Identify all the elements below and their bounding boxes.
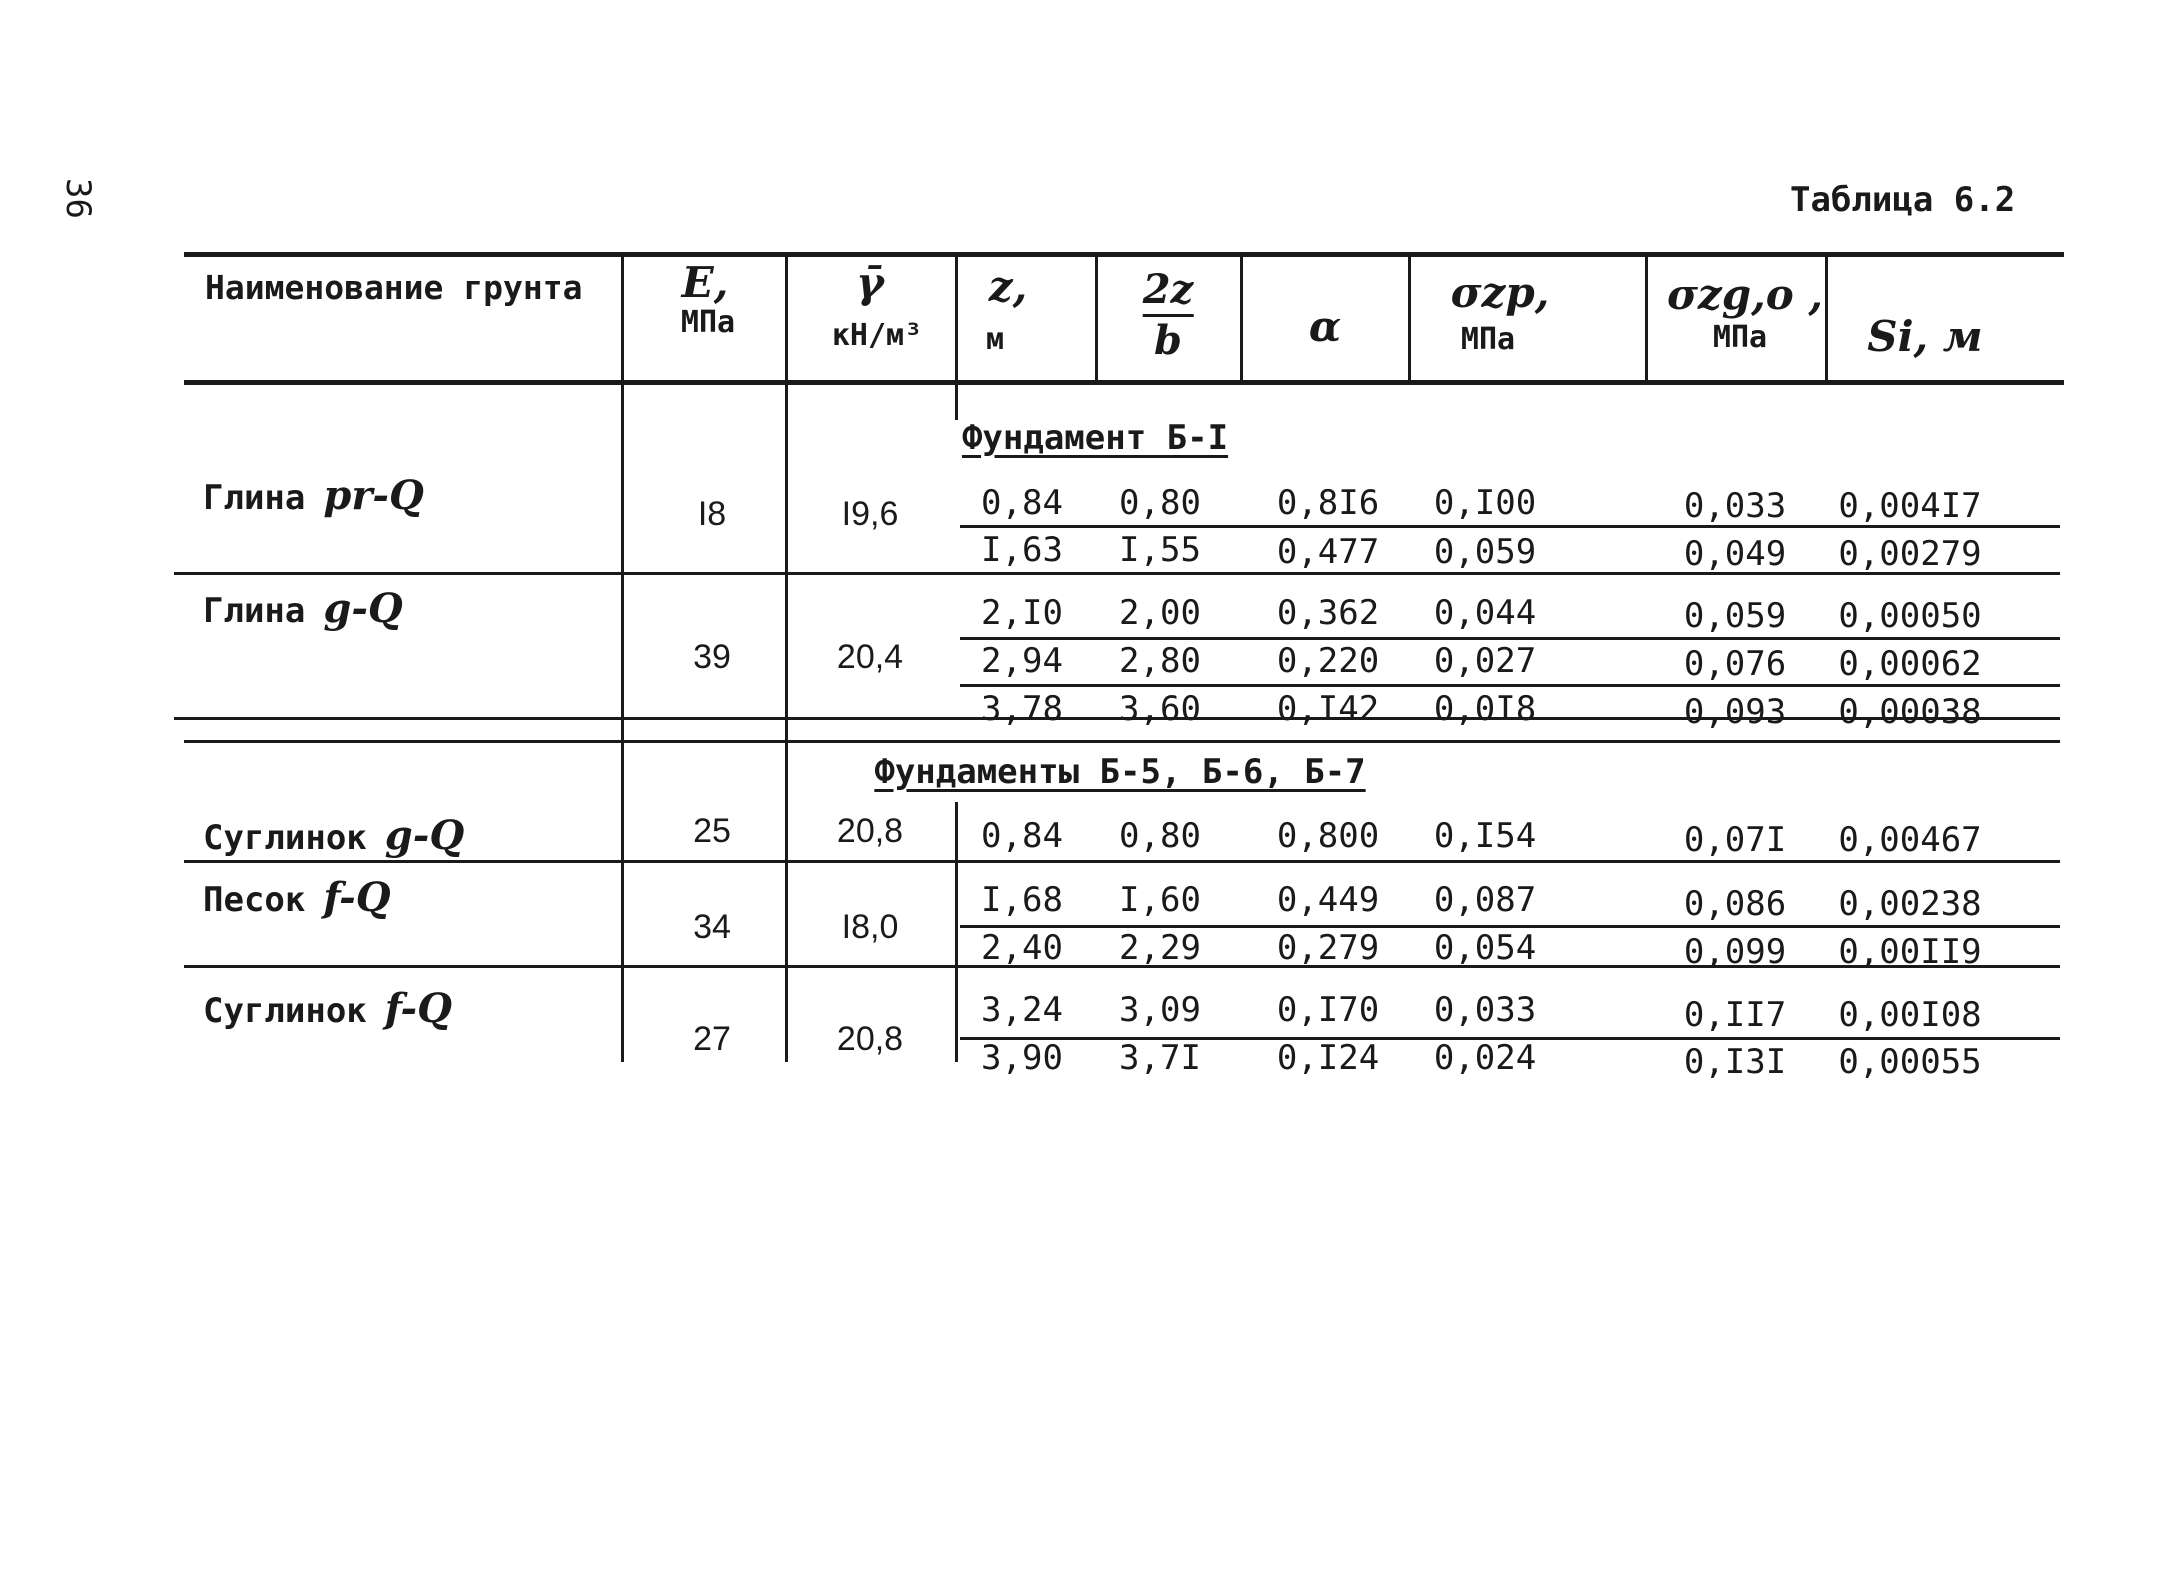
cell-si: 0,00467: [1838, 820, 1982, 860]
cell-sigma-zp: 0,059: [1433, 532, 1537, 572]
soil-gamma-value: 20,4: [836, 638, 904, 676]
soil-e-value: 34: [693, 908, 731, 946]
cell-ratio: 3,09: [1119, 990, 1201, 1030]
header-si-symbol: Si, м: [1867, 312, 1983, 361]
header-z-symbol: z,: [988, 262, 1028, 311]
soil-gamma-value: 20,8: [836, 1020, 904, 1058]
cell-sigma-zp: 0,027: [1433, 641, 1537, 681]
cell-sigma-zg0: 0,076: [1683, 644, 1787, 684]
cell-sigma-zg0: 0,086: [1683, 884, 1787, 924]
header-gamma-unit: кН/м³: [831, 318, 923, 353]
cell-alpha: 0,I42: [1276, 689, 1380, 729]
table-caption: Таблица 6.2: [1790, 180, 2016, 220]
cell-ratio: 2,00: [1119, 593, 1201, 633]
cell-sigma-zg0: 0,049: [1683, 534, 1787, 574]
table-top-rule: [184, 252, 2064, 257]
cell-alpha: 0,I24: [1276, 1038, 1380, 1078]
header-sigma-zp-symbol: σzp,: [1450, 268, 1550, 317]
cell-si: 0,004I7: [1838, 486, 1982, 526]
row-rule: [960, 637, 2060, 640]
cell-z: 2,I0: [981, 593, 1063, 633]
cell-si: 0,00II9: [1838, 932, 1982, 972]
cell-sigma-zg0: 0,093: [1683, 692, 1787, 732]
cell-si: 0,00279: [1838, 534, 1982, 574]
cell-sigma-zg0: 0,099: [1683, 932, 1787, 972]
soil-e-value: 25: [693, 812, 731, 850]
soil-name: Глина pr-Q: [203, 472, 424, 519]
cell-si: 0,00050: [1838, 596, 1982, 636]
cell-alpha: 0,8I6: [1276, 483, 1380, 523]
col-rule: [955, 802, 958, 1062]
soil-index: f-Q: [384, 985, 452, 1032]
header-z-unit: м: [985, 322, 1005, 357]
group-rule: [184, 860, 2060, 863]
col-rule: [955, 380, 958, 420]
soil-e-value: 27: [693, 1020, 731, 1058]
header-ratio-fraction: [1143, 268, 1194, 363]
cell-sigma-zg0: 0,07I: [1683, 820, 1787, 860]
cell-sigma-zp: 0,044: [1433, 593, 1537, 633]
cell-z: 2,94: [981, 641, 1063, 681]
col-rule: [1240, 252, 1243, 382]
cell-si: 0,00055: [1838, 1042, 1982, 1082]
header-ratio-numerator: 2z: [1142, 266, 1194, 313]
soil-index: g-Q: [323, 585, 403, 632]
page-number: 36: [58, 178, 98, 219]
header-sigma-zg0-unit: МПа: [1712, 320, 1768, 355]
cell-ratio: I,55: [1119, 530, 1201, 570]
soil-gamma-value: 20,8: [836, 812, 904, 850]
soil-name: Суглинок g-Q: [203, 812, 465, 859]
cell-ratio: 0,80: [1119, 483, 1201, 523]
soil-name: Глина g-Q: [203, 585, 403, 632]
col-rule: [1095, 252, 1098, 382]
cell-alpha: 0,449: [1276, 880, 1380, 920]
header-e-unit: МПа: [680, 305, 736, 340]
col-rule: [1825, 252, 1828, 382]
cell-sigma-zp: 0,I54: [1433, 816, 1537, 856]
soil-index: g-Q: [384, 812, 465, 859]
cell-sigma-zg0: 0,I3I: [1683, 1042, 1787, 1082]
cell-sigma-zp: 0,087: [1433, 880, 1537, 920]
cell-alpha: 0,I70: [1276, 990, 1380, 1030]
col-rule: [1645, 252, 1648, 382]
cell-si: 0,00238: [1838, 884, 1982, 924]
cell-sigma-zp: 0,0I8: [1433, 689, 1537, 729]
cell-ratio: 2,29: [1119, 928, 1201, 968]
cell-sigma-zg0: 0,059: [1683, 596, 1787, 636]
cell-sigma-zp: 0,033: [1433, 990, 1537, 1030]
cell-sigma-zp: 0,I00: [1433, 483, 1537, 523]
header-gamma-symbol: γ̄: [856, 258, 884, 307]
cell-ratio: 0,80: [1119, 816, 1201, 856]
soil-e-value: 39: [693, 638, 731, 676]
cell-alpha: 0,220: [1276, 641, 1380, 681]
cell-z: I,63: [981, 530, 1063, 570]
header-sigma-zg0-symbol: σzg,o ,: [1666, 270, 1824, 319]
cell-z: 0,84: [981, 816, 1063, 856]
soil-gamma-value: I9,6: [841, 495, 899, 533]
group-rule: [184, 740, 2060, 743]
cell-alpha: 0,800: [1276, 816, 1380, 856]
section-title-foundations-b5-b7: Фундаменты Б-5, Б-6, Б-7: [874, 752, 1366, 792]
section-title-foundation-b1: Фундамент Б-I: [961, 418, 1229, 458]
cell-si: 0,00I08: [1838, 995, 1982, 1035]
cell-z: 0,84: [981, 483, 1063, 523]
cell-ratio: I,60: [1119, 880, 1201, 920]
cell-ratio: 3,7I: [1119, 1038, 1201, 1078]
cell-z: 2,40: [981, 928, 1063, 968]
cell-alpha: 0,477: [1276, 532, 1380, 572]
col-rule: [1408, 252, 1411, 382]
cell-alpha: 0,362: [1276, 593, 1380, 633]
header-alpha-symbol: α: [1308, 302, 1342, 351]
cell-sigma-zg0: 0,033: [1683, 486, 1787, 526]
cell-z: I,68: [981, 880, 1063, 920]
cell-z: 3,24: [981, 990, 1063, 1030]
cell-si: 0,00062: [1838, 644, 1982, 684]
cell-ratio: 2,80: [1119, 641, 1201, 681]
soil-index: pr-Q: [323, 472, 424, 519]
cell-z: 3,90: [981, 1038, 1063, 1078]
cell-sigma-zp: 0,054: [1433, 928, 1537, 968]
header-soil-name: Наименование грунта: [205, 268, 583, 307]
header-sigma-zp-unit: МПа: [1460, 322, 1516, 357]
cell-si: 0,00038: [1838, 692, 1982, 732]
row-rule: [960, 684, 2060, 687]
cell-z: 3,78: [981, 689, 1063, 729]
col-rule: [621, 252, 624, 1062]
col-rule: [785, 252, 788, 1062]
cell-sigma-zp: 0,024: [1433, 1038, 1537, 1078]
soil-index: f-Q: [323, 874, 391, 921]
cell-sigma-zg0: 0,II7: [1683, 995, 1787, 1035]
cell-ratio: 3,60: [1119, 689, 1201, 729]
header-bottom-rule: [184, 380, 2064, 385]
cell-alpha: 0,279: [1276, 928, 1380, 968]
soil-gamma-value: I8,0: [841, 908, 899, 946]
header-ratio-denominator: b: [1154, 317, 1182, 364]
soil-name: Песок f-Q: [203, 874, 391, 921]
col-rule: [955, 252, 958, 382]
header-e-symbol: E,: [681, 258, 729, 307]
soil-name: Суглинок f-Q: [203, 985, 452, 1032]
soil-e-value: I8: [697, 495, 727, 533]
